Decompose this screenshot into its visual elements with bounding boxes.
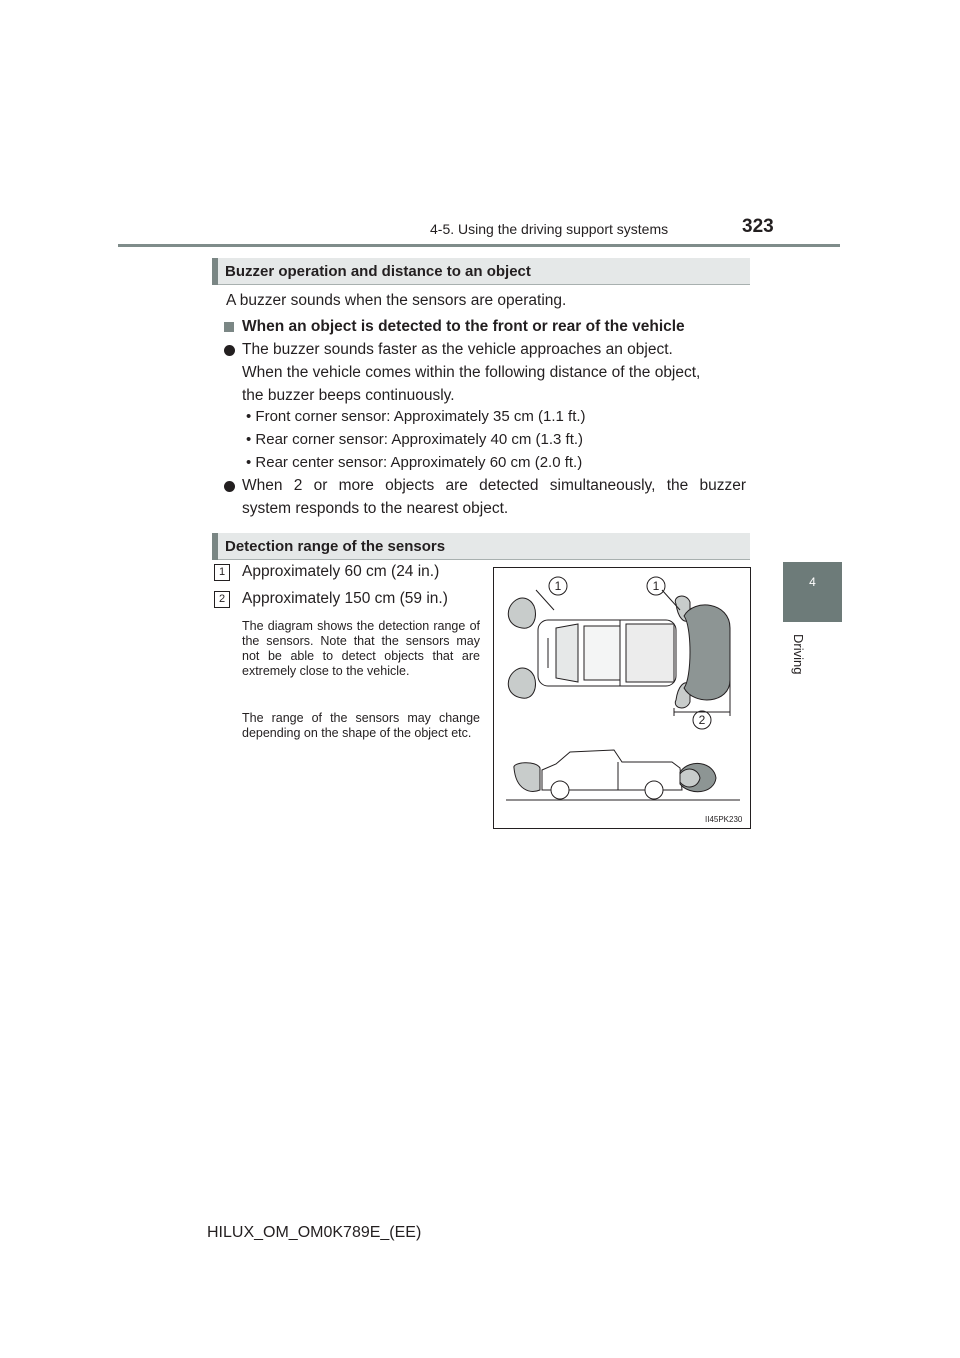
heading-bar bbox=[212, 258, 218, 285]
heading-bar bbox=[212, 533, 218, 560]
note-range-change: The range of the sensors may change depending on the shape of the object etc. bbox=[242, 711, 480, 740]
front-corner-zone-upper bbox=[508, 598, 535, 628]
sensor-range-figure bbox=[493, 567, 751, 829]
front-corner-zone-lower bbox=[508, 668, 535, 698]
item-number-1: 1 bbox=[214, 564, 230, 581]
distance-front-corner: • Front corner sensor: Approximately 35 cm (1.1 ft.) bbox=[246, 408, 586, 425]
figure-code: II45PK230 bbox=[705, 815, 743, 824]
chapter-tab[interactable] bbox=[783, 562, 842, 622]
section-heading-detection bbox=[212, 533, 750, 560]
chapter-tab-number: 4 bbox=[809, 575, 816, 589]
note-detection-range: The diagram shows the detection range of the sensors. Note that the sensors may not be able to detect objects that are extremely close to the vehicle. bbox=[242, 619, 480, 678]
bullet1-line2: When the vehicle comes within the following distance of the object, bbox=[242, 364, 701, 381]
item-number-2: 2 bbox=[214, 591, 230, 608]
distance-rear-corner: • Rear corner sensor: Approximately 40 cm (1.3 ft.) bbox=[246, 431, 584, 448]
chapter-label: Driving bbox=[791, 634, 806, 675]
section-heading-text: Buzzer operation and distance to an object bbox=[225, 263, 531, 280]
callout-2-label: 2 bbox=[698, 713, 706, 727]
bullet-dot-icon bbox=[224, 345, 235, 356]
header-title: 4-5. Using the driving support systems bbox=[430, 221, 669, 237]
rear-center-zone bbox=[684, 605, 730, 700]
bullet2-line1: When 2 or more objects are detected simultaneously, the buzzer bbox=[242, 477, 746, 494]
subheading-square-icon bbox=[224, 322, 234, 332]
bullet2-line2: system responds to the nearest object. bbox=[242, 500, 509, 517]
intro-text: A buzzer sounds when the sensors are operating. bbox=[226, 292, 567, 309]
header-rule bbox=[118, 244, 840, 247]
section-heading-buzzer bbox=[212, 258, 750, 285]
rear-side-zone-near bbox=[680, 769, 700, 787]
bullet1-line3: the buzzer beeps continuously. bbox=[242, 387, 455, 404]
item-text-2: Approximately 150 cm (59 in.) bbox=[242, 590, 448, 607]
sensor-range-diagram bbox=[494, 568, 750, 828]
section-heading-text: Detection range of the sensors bbox=[225, 538, 446, 555]
front-side-zone bbox=[514, 763, 540, 792]
bullet-dot-icon bbox=[224, 481, 235, 492]
item-text-1: Approximately 60 cm (24 in.) bbox=[242, 563, 440, 580]
bullet1-line1: The buzzer sounds faster as the vehicle approaches an object. bbox=[242, 341, 673, 358]
page-number: 323 bbox=[742, 216, 774, 237]
distance-rear-center: • Rear center sensor: Approximately 60 cm (2.0 ft.) bbox=[246, 454, 583, 471]
callout-1-left-label: 1 bbox=[554, 579, 562, 593]
callout-1-right-label: 1 bbox=[652, 579, 660, 593]
footer-doc-code: HILUX_OM_OM0K789E_(EE) bbox=[207, 1224, 422, 1241]
subheading: When an object is detected to the front or rear of the vehicle bbox=[242, 318, 685, 335]
